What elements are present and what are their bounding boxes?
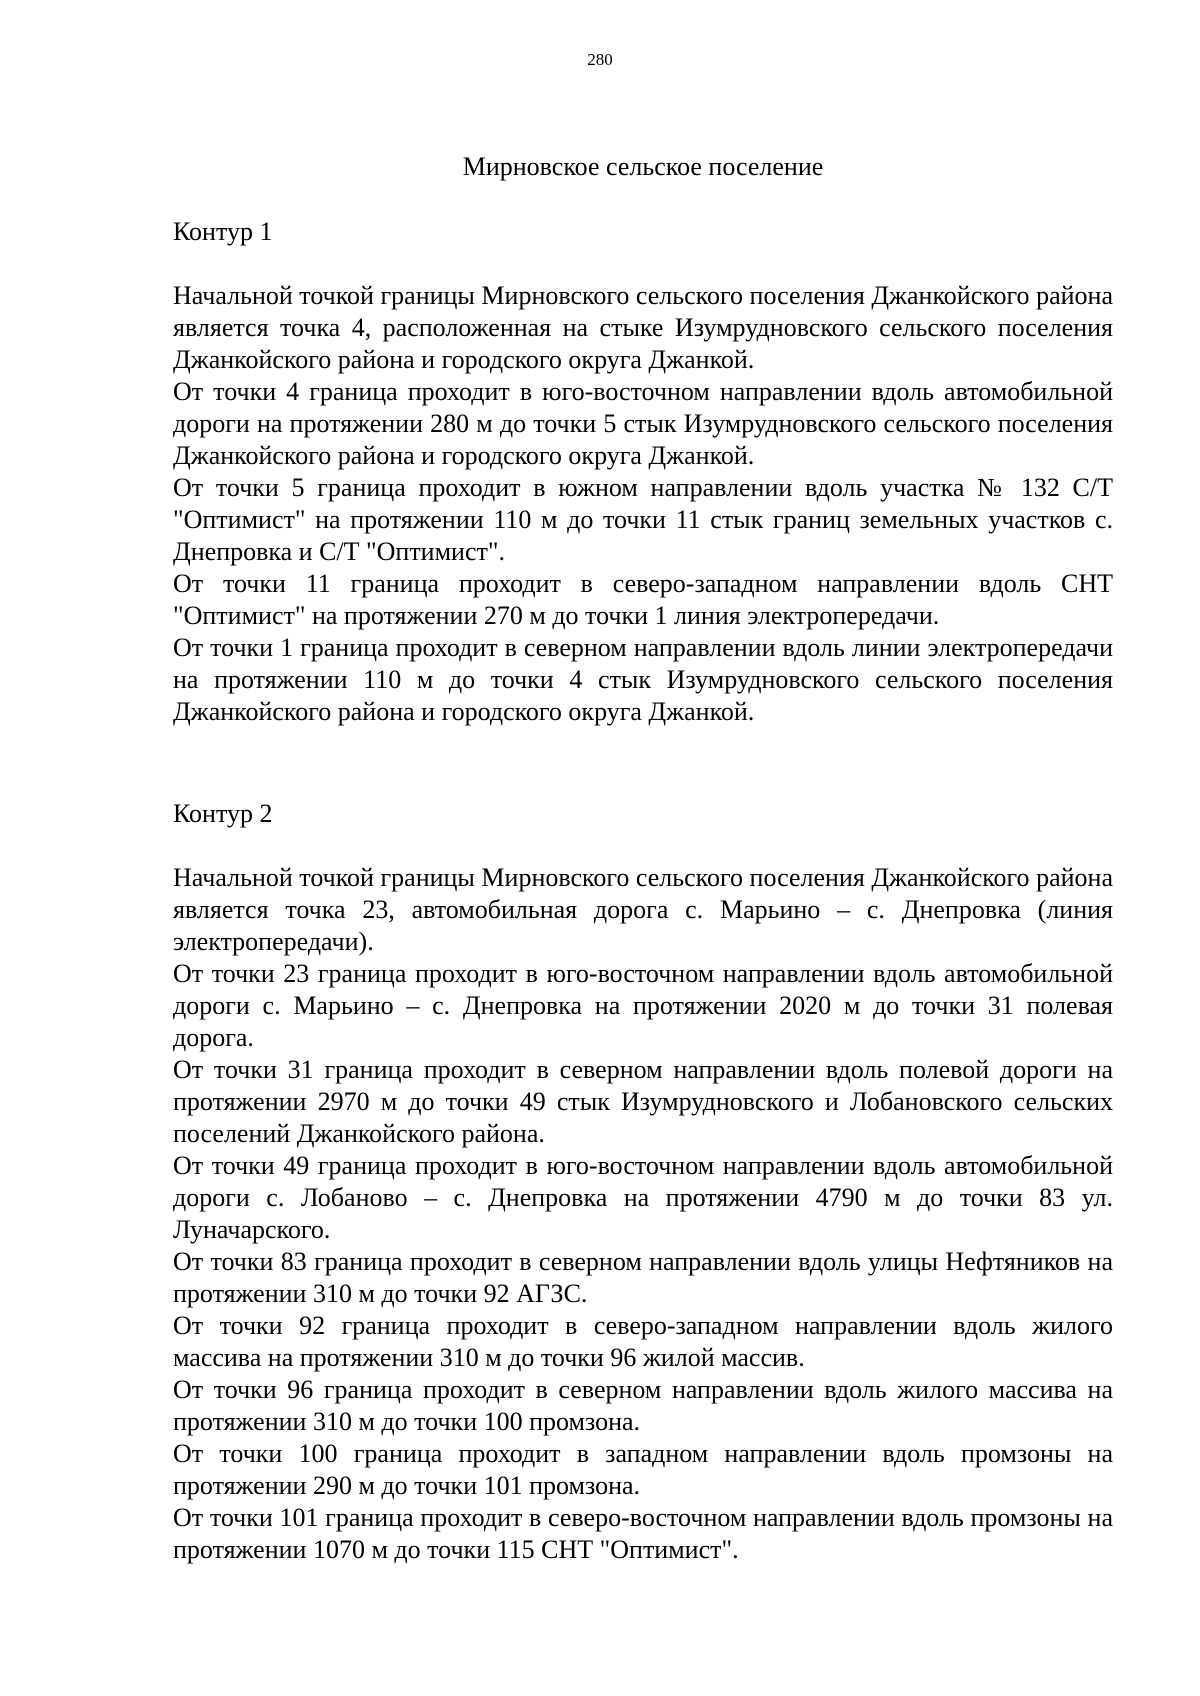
- contour-section-2: [173, 798, 1113, 1566]
- document-heading: Мирновское сельское поселение: [462, 152, 824, 181]
- contour-title: Контур 1: [173, 217, 273, 246]
- paragraph: От точки 49 граница проходит в юго-восточном направлении вдоль автомобильной дороги с. Лобаново – с. Днепровка на протяжении 4790 м до точки 83 ул. Луначарского.: [173, 1151, 1113, 1244]
- paragraph: От точки 11 граница проходит в северо-западном направлении вдоль СНТ "Оптимист" на протяжении 270 м до точки 1 линия электропередачи.: [173, 569, 1113, 630]
- contour-section-1: [173, 216, 1113, 728]
- paragraph: От точки 101 граница проходит в северо-восточном направлении вдоль промзоны на протяжении 1070 м до точки 115 СНТ "Оптимист".: [173, 1503, 1113, 1564]
- page-number: 280: [587, 50, 613, 69]
- paragraph: От точки 23 граница проходит в юго-восточном направлении вдоль автомобильной дороги с. Марьино – с. Днепровка на протяжении 2020 м до точки 31 полевая дорога.: [173, 959, 1113, 1052]
- paragraph: От точки 96 граница проходит в северном направлении вдоль жилого массива на протяжении 310 м до точки 100 промзона.: [173, 1375, 1113, 1436]
- paragraph: Начальной точкой границы Мирновского сельского поселения Джанкойского района является точка 4, расположенная на стыке Изумрудновского сельского поселения Джанкойского района и городского округа Джанкой.: [173, 281, 1113, 374]
- contour-title: Контур 2: [173, 799, 273, 828]
- paragraph: Начальной точкой границы Мирновского сельского поселения Джанкойского района является точка 23, автомобильная дорога с. Марьино – с. Днепровка (линия электропередачи).: [173, 863, 1113, 956]
- paragraph: От точки 5 граница проходит в южном направлении вдоль участка № 132 С/Т "Оптимист" на протяжении 110 м до точки 11 стык границ земельных участков с. Днепровка и С/Т "Оптимист".: [173, 473, 1113, 566]
- paragraph: От точки 100 граница проходит в западном направлении вдоль промзоны на протяжении 290 м до точки 101 промзона.: [173, 1439, 1113, 1500]
- paragraph: От точки 83 граница проходит в северном направлении вдоль улицы Нефтяников на протяжении 310 м до точки 92 АГЗС.: [173, 1247, 1113, 1308]
- paragraph: От точки 31 граница проходит в северном направлении вдоль полевой дороги на протяжении 2970 м до точки 49 стык Изумрудновского и Лобановского сельских поселений Джанкойского района.: [173, 1055, 1113, 1148]
- paragraph: От точки 4 граница проходит в юго-восточном направлении вдоль автомобильной дороги на протяжении 280 м до точки 5 стык Изумрудновского сельского поселения Джанкойского района и городского округа Джанкой.: [173, 377, 1113, 470]
- paragraph: От точки 92 граница проходит в северо-западном направлении вдоль жилого массива на протяжении 310 м до точки 96 жилой массив.: [173, 1311, 1113, 1372]
- paragraph: От точки 1 граница проходит в северном направлении вдоль линии электропередачи на протяжении 110 м до точки 4 стык Изумрудновского сельского поселения Джанкойского района и городского округа Джанкой.: [173, 633, 1113, 726]
